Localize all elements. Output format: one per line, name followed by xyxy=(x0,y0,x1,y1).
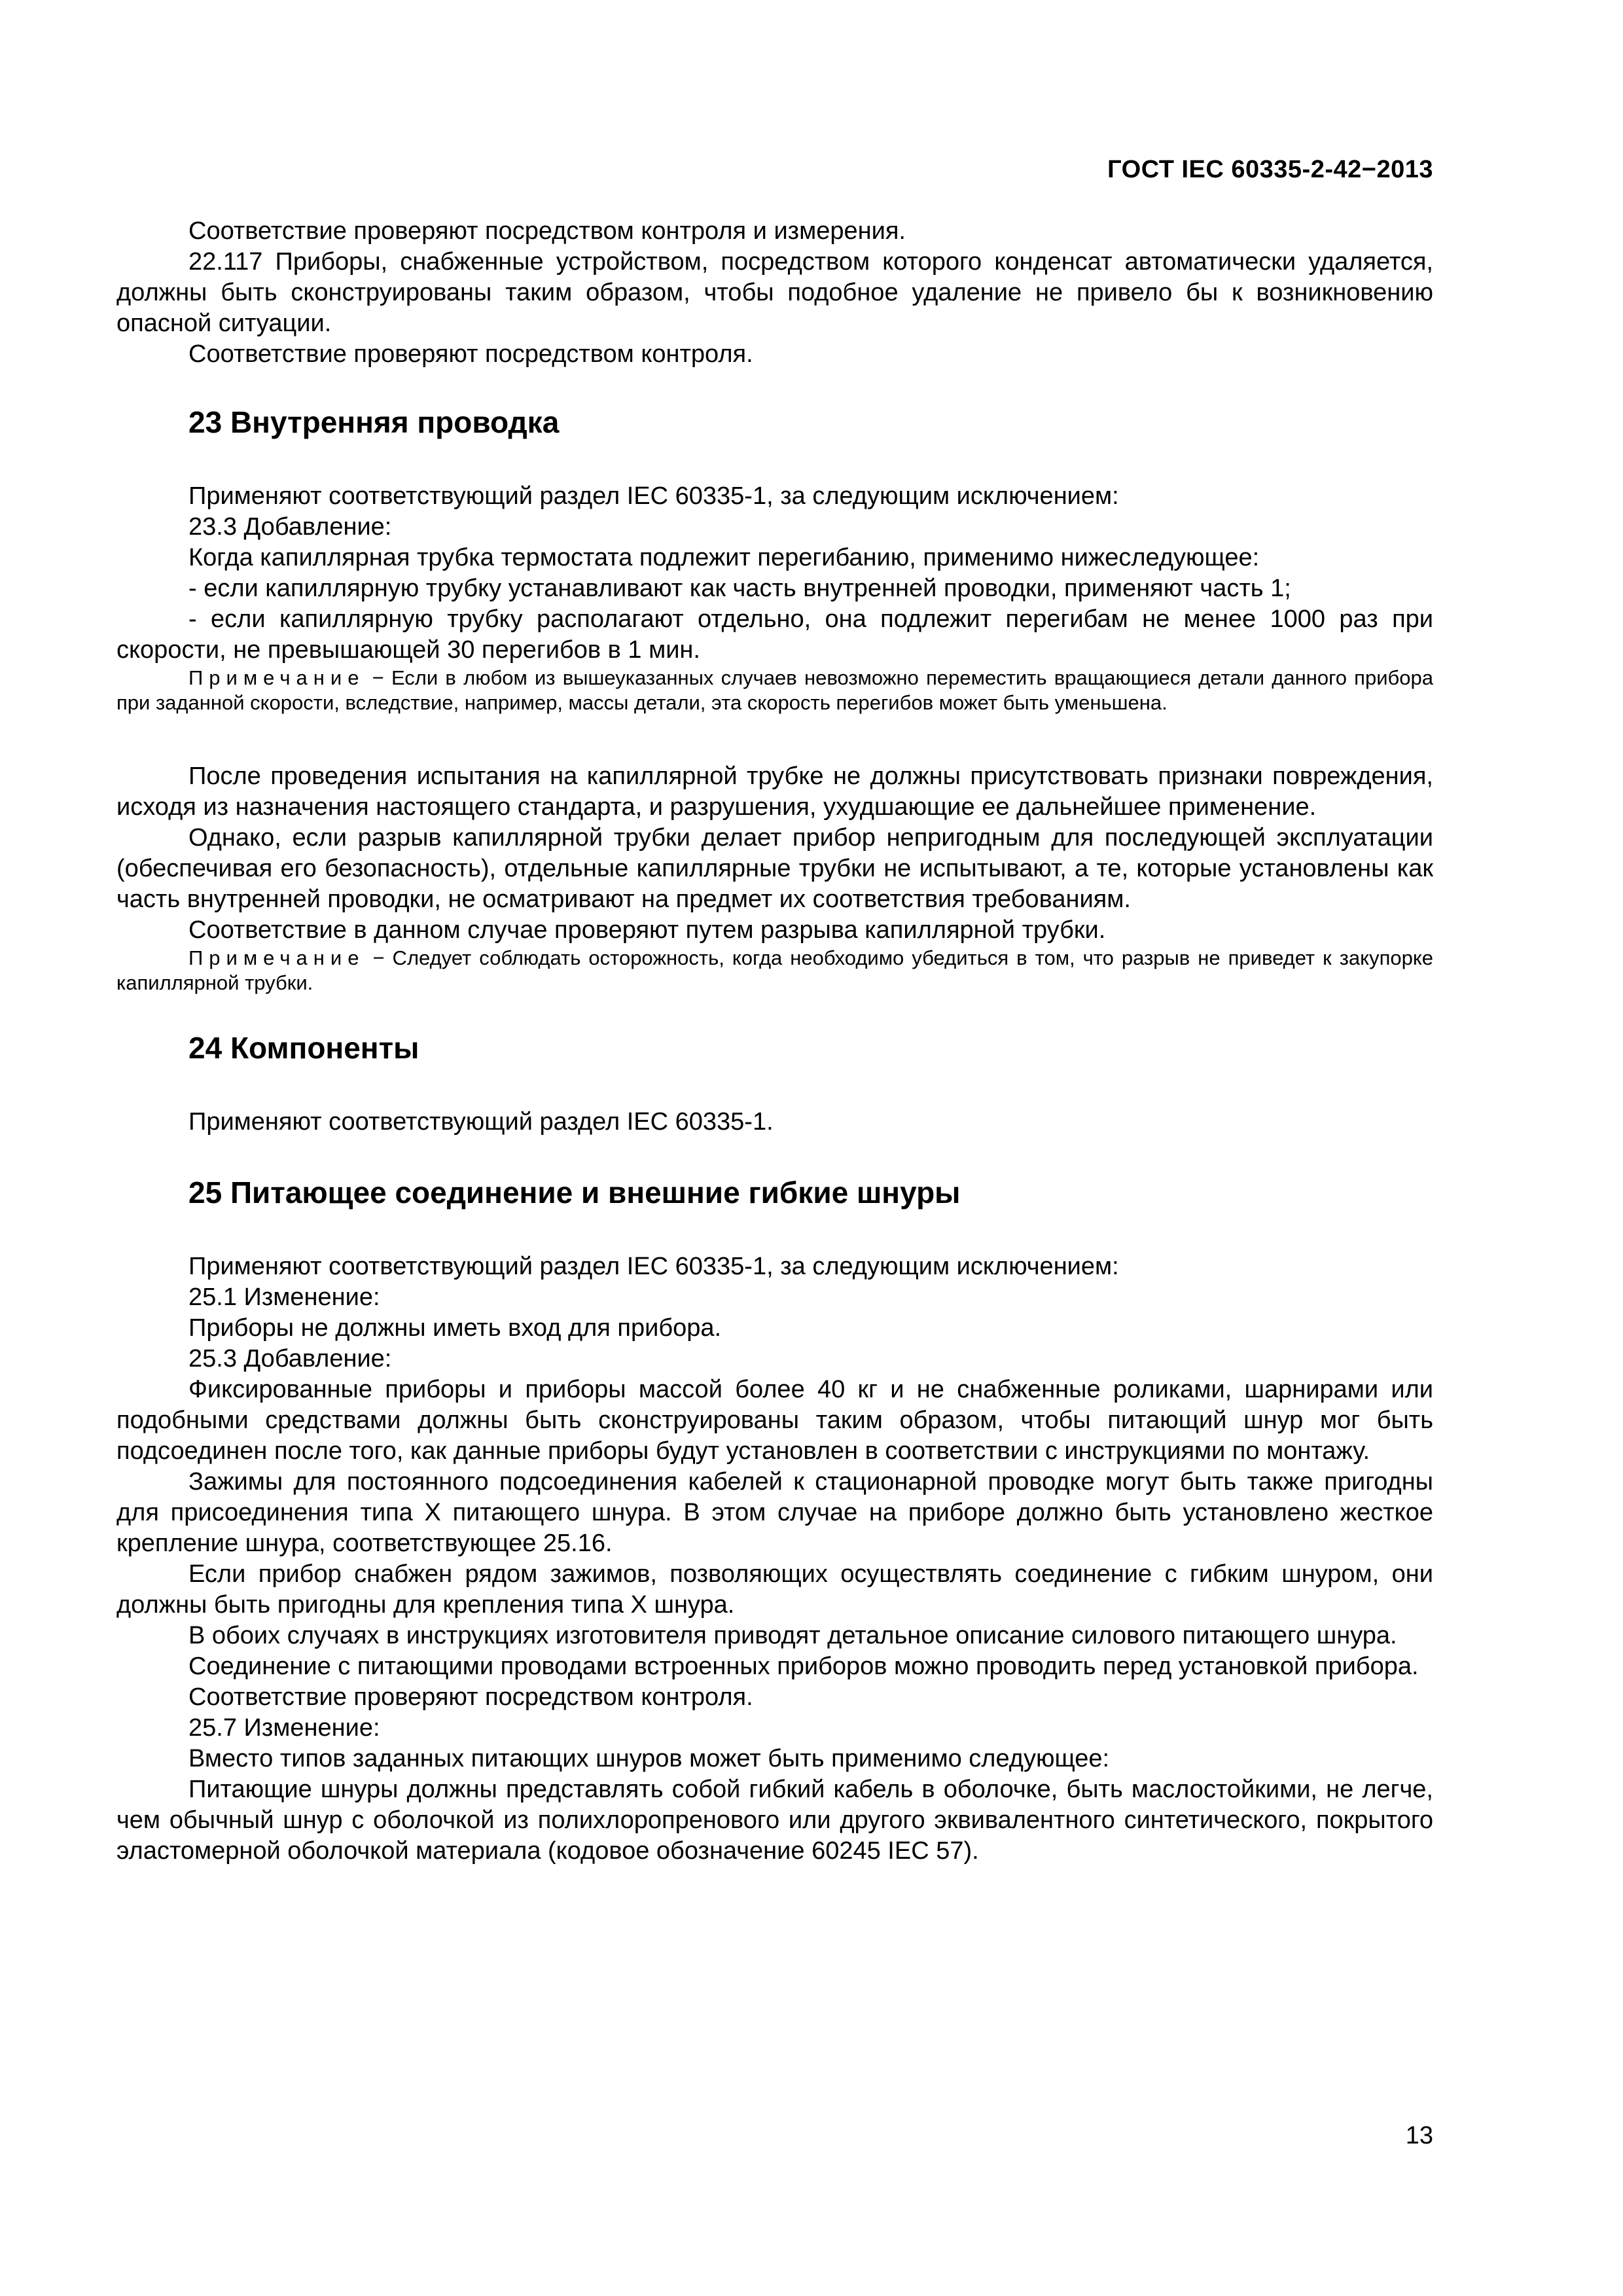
paragraph: Применяют соответствующий раздел IEC 60335-1, за следующим исключением: xyxy=(188,482,1119,510)
note-text: − Следует соблюдать осторожность, когда необходимо убедиться в том, что разрыв не приведет к закупорке капиллярной трубки. xyxy=(116,946,1433,994)
paragraph: Зажимы для постоянного подсоединения кабелей к стационарной проводке могут быть также пригодны для присоединения типа X питающего шнура. В этом случае на приборе должно быть установлено жесткое крепление шнура, соответствующее 25.16. xyxy=(116,1468,1433,1557)
paragraph: Когда капиллярная трубка термостата подлежит перегибанию, применимо нижеследующее: xyxy=(188,544,1260,571)
paragraph: Фиксированные приборы и приборы массой более 40 кг и не снабженные роликами, шарнирами или подобными средствами должны быть сконструированы таким образом, чтобы питающий шнур мог быть подсоединен после того, как данные приборы будут установлен в соответствии с инструкциями по монтажу. xyxy=(116,1376,1433,1465)
paragraph: 25.7 Изменение: xyxy=(188,1714,380,1742)
paragraph: Приборы не должны иметь вход для прибора. xyxy=(188,1314,722,1342)
paragraph: 25.1 Изменение: xyxy=(188,1283,380,1311)
paragraph: Соответствие проверяют посредством контроля и измерения. xyxy=(188,217,906,245)
paragraph: Если прибор снабжен рядом зажимов, позволяющих осуществлять соединение с гибким шнуром, они должны быть пригодны для крепления типа X шнура. xyxy=(116,1560,1433,1619)
paragraph: Соответствие проверяют посредством контроля. xyxy=(188,1683,753,1711)
paragraph: 22.117 Приборы, снабженные устройством, посредством которого конденсат автоматически удаляется, должны быть сконструированы таким образом, чтобы подобное удаление не привело бы к возникновению опасной ситуации. xyxy=(116,248,1433,337)
paragraph: - если капиллярную трубку располагают отдельно, она подлежит перегибам не менее 1000 раз при скорости, не превышающей 30 перегибов в 1 мин. xyxy=(116,605,1433,664)
paragraph: - если капиллярную трубку устанавливают как часть внутренней проводки, применяют часть 1; xyxy=(188,575,1291,602)
page-content xyxy=(116,216,1433,1867)
note-label: Примечание xyxy=(188,946,365,969)
paragraph: В обоих случаях в инструкциях изготовителя приводят детальное описание силового питающего шнура. xyxy=(188,1622,1397,1649)
section-24-heading: 24 Компоненты xyxy=(188,1031,419,1065)
paragraph: 25.3 Добавление: xyxy=(188,1345,392,1372)
paragraph: Питающие шнуры должны представлять собой гибкий кабель в оболочке, быть маслостойкими, не легче, чем обычный шнур с оболочкой из полихлоропренового или другого эквивалентного синтетического, покрытого эластомерной оболочкой материала (кодовое обозначение 60245 IEC 57). xyxy=(116,1776,1433,1865)
section-23-heading: 23 Внутренняя проводка xyxy=(188,405,560,439)
section-25-heading: 25 Питающее соединение и внешние гибкие шнуры xyxy=(188,1175,961,1210)
note xyxy=(116,946,1433,996)
note-text: − Если в любом из вышеуказанных случаев невозможно переместить вращающиеся детали данного прибора при заданной скорости, вследствие, например, массы детали, эта скорость перегибов может быть уменьшена. xyxy=(116,666,1433,714)
document-header: ГОСТ IEC 60335-2-42−2013 xyxy=(1107,156,1433,183)
paragraph: Применяют соответствующий раздел IEC 60335-1, за следующим исключением: xyxy=(188,1253,1119,1280)
paragraph: Соединение с питающими проводами встроенных приборов можно проводить перед установкой прибора. xyxy=(188,1653,1419,1680)
paragraph: Вместо типов заданных питающих шнуров может быть применимо следующее: xyxy=(188,1745,1110,1772)
paragraph: Однако, если разрыв капиллярной трубки делает прибор непригодным для последующей эксплуатации (обеспечивая его безопасность), отдельные капиллярные трубки не испытывают, а те, которые установлены как часть внутренней проводки, не осматривают на предмет их соответствия требованиям. xyxy=(116,824,1433,913)
paragraph: Применяют соответствующий раздел IEC 60335-1. xyxy=(188,1108,774,1136)
note-label: Примечание xyxy=(188,666,365,689)
paragraph: После проведения испытания на капиллярной трубке не должны присутствовать признаки повреждения, исходя из назначения настоящего стандарта, и разрушения, ухудшающие ее дальнейшее применение. xyxy=(116,762,1433,821)
paragraph: Соответствие проверяют посредством контроля. xyxy=(188,340,753,368)
note xyxy=(116,666,1433,715)
page-number: 13 xyxy=(1405,2122,1433,2149)
paragraph: 23.3 Добавление: xyxy=(188,513,392,541)
paragraph: Соответствие в данном случае проверяют путем разрыва капиллярной трубки. xyxy=(188,916,1106,944)
